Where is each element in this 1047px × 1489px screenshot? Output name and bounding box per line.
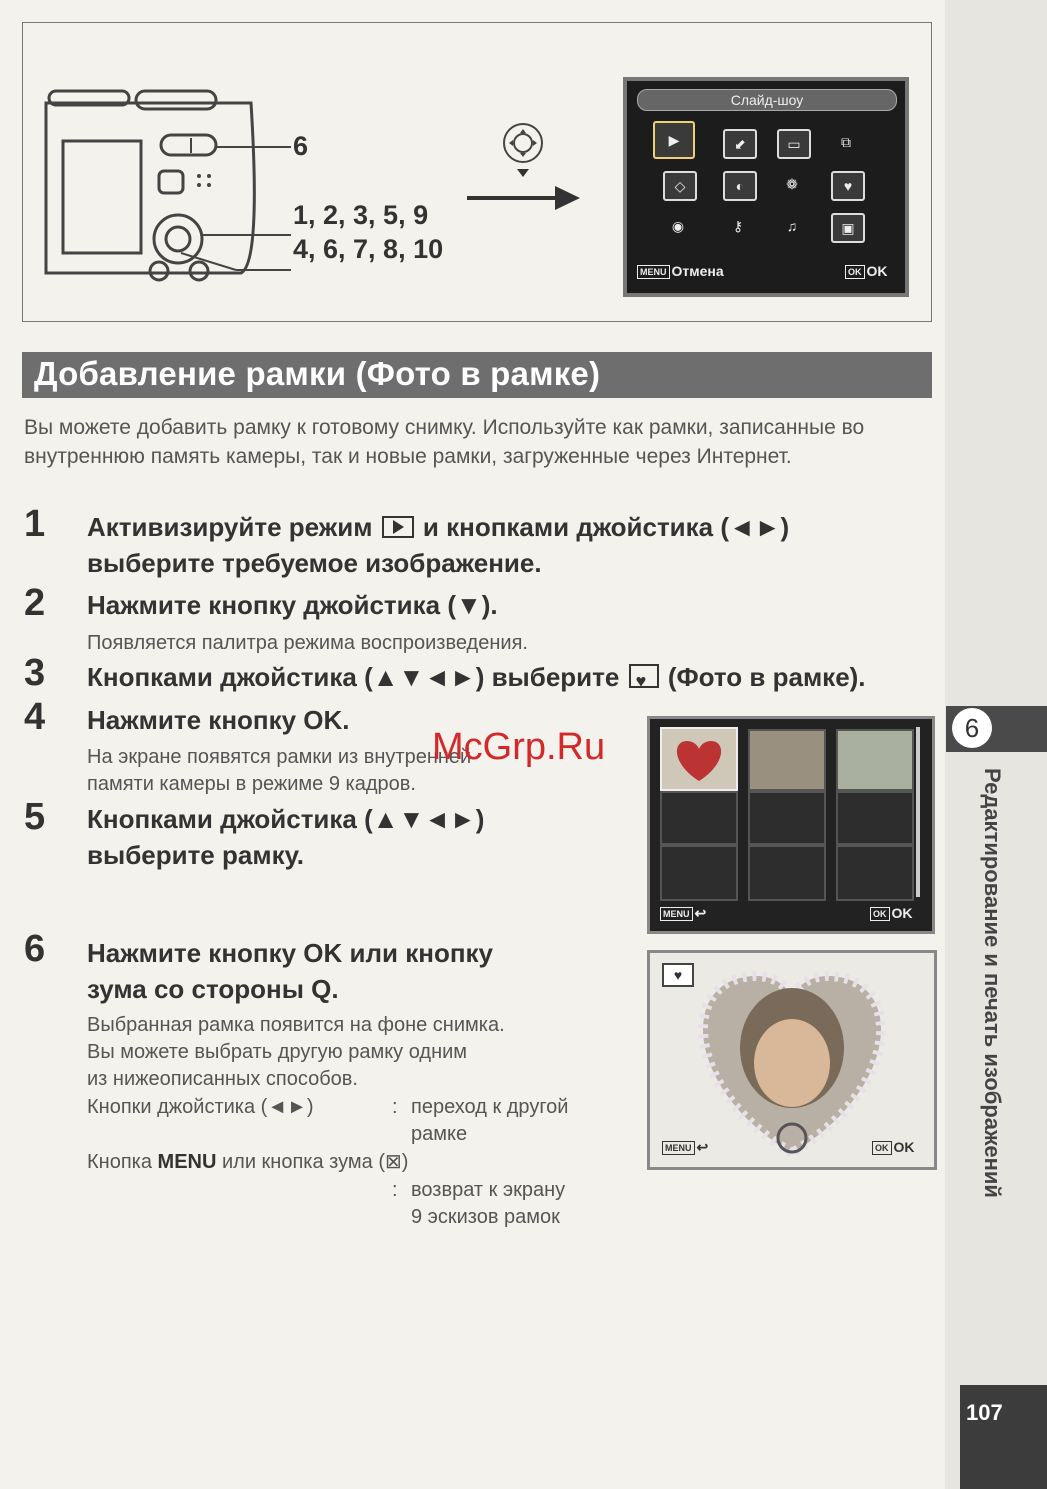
zoom-button-steps: 6 <box>293 131 309 161</box>
dpof-icon: ♫ <box>786 218 798 234</box>
step-6-line2: зума со стороны Q. <box>87 974 339 1004</box>
frame-empty-thumb <box>836 791 914 845</box>
back-arrow-icon: ↩ <box>696 1139 709 1155</box>
step-4-text: Нажмите кнопку OK. <box>87 705 350 735</box>
frame-empty-thumb <box>660 845 738 901</box>
digital-filter-icon: ❁ <box>786 175 798 192</box>
image-copy-icon: ⧉ <box>841 133 851 150</box>
color-filter-icon: ◐ <box>723 171 757 201</box>
playback-palette-screen <box>623 77 909 297</box>
menu-key-icon: MENU <box>637 265 670 279</box>
photo-back <box>662 1139 708 1156</box>
frame-heart-thumb <box>660 727 738 791</box>
step-6-note-1: Выбранная рамка появится на фоне снимка. <box>87 1014 505 1036</box>
slideshow-icon: ▶ <box>653 121 695 159</box>
option-2-label <box>87 1149 408 1176</box>
trimming-icon: ▭ <box>777 129 811 159</box>
arrow-right-icon <box>467 183 582 213</box>
step-4-number: 4 <box>24 696 46 738</box>
framed-photo-screen <box>647 950 937 1170</box>
option-1-label: Кнопки джойстика (◄►) <box>87 1096 314 1118</box>
cancel-label: Отмена <box>671 263 724 279</box>
menu-key-icon: MENU <box>660 907 693 921</box>
option-1-desc-2: рамке <box>411 1123 468 1145</box>
step-4-note-2: памяти камеры в режиме 9 кадров. <box>87 773 416 795</box>
chapter-title: Редактирование и печать изображений <box>980 768 1005 1198</box>
back-arrow-icon: ↩ <box>694 905 707 921</box>
ok-key-icon: OK <box>872 1141 892 1155</box>
step-2-number: 2 <box>24 582 46 624</box>
resize-icon: ⬋ <box>723 129 757 159</box>
ok-label: OK <box>866 263 888 279</box>
frames-thumbnail-screen <box>647 716 935 934</box>
photo-ok <box>872 1139 915 1155</box>
chapter-number: 6 <box>952 708 992 748</box>
step-3-number: 3 <box>24 652 46 694</box>
step-4-note-1: На экране появятся рамки из внутренней <box>87 746 472 768</box>
step-2-note: Появляется палитра режима воспроизведения. <box>87 632 528 654</box>
step-2-text: Нажмите кнопку джойстика (▼). <box>87 590 498 620</box>
camera-figure <box>22 22 932 322</box>
watermark: McGrp.Ru <box>432 726 606 768</box>
option-2-label-a: Кнопка <box>87 1151 152 1173</box>
ok-key-icon: OK <box>845 265 865 279</box>
step-1-line2: выберите требуемое изображение. <box>87 548 542 578</box>
step-1-text-a: Активизируйте режим <box>87 512 373 542</box>
joystick-steps-b: 4, 6, 7, 8, 10 <box>293 234 444 264</box>
step-1-text-b: и кнопками джойстика (◄►) <box>422 512 790 542</box>
option-1-desc-1: переход к другой <box>411 1096 569 1118</box>
step-5-line2: выберите рамку. <box>87 840 304 870</box>
section-title: Добавление рамки (Фото в рамке) <box>34 355 601 392</box>
step-3-text-a: Кнопками джойстика (▲▼◄►) выберите <box>87 662 620 692</box>
frame-empty-thumb <box>748 845 826 901</box>
playback-mode-icon <box>382 516 414 538</box>
step-1-number: 1 <box>24 503 46 545</box>
frame-empty-thumb <box>660 791 738 845</box>
option-1-separator: : <box>392 1096 398 1118</box>
frame-flowers-thumb <box>748 729 826 791</box>
red-eye-icon: ◉ <box>671 217 685 234</box>
ok-label: OK <box>891 905 913 921</box>
option-2-label-c: или кнопка зума (⊠) <box>221 1151 409 1173</box>
frames-ok <box>870 905 913 921</box>
step-6-note-2: Вы можете выбрать другую рамку одним <box>87 1041 468 1063</box>
frames-back <box>660 905 706 922</box>
option-2-menu-key: MENU <box>157 1151 217 1173</box>
heart-frame-icon <box>662 729 736 789</box>
scrollbar <box>916 727 920 897</box>
frame-empty-thumb <box>836 845 914 901</box>
step-3-text <box>87 659 866 695</box>
ok-label: OK <box>893 1139 915 1155</box>
frame-composite-icon: ♥ <box>831 171 865 201</box>
step-6-note-3: из нижеописанных способов. <box>87 1068 358 1090</box>
menu-key-icon: MENU <box>662 1141 695 1155</box>
section-intro: Вы можете добавить рамку к готовому снимку. Используйте как рамки, записанные во внутреннюю память камеры, так и новые рамки, загруженные через Интернет. <box>24 416 865 468</box>
step-6-line1: Нажмите кнопку OK или кнопку <box>87 938 494 968</box>
joystick-down-icon <box>498 121 548 181</box>
option-2-separator: : <box>392 1179 398 1201</box>
protect-icon: ⚷ <box>732 217 744 234</box>
step-1-line1 <box>87 509 789 545</box>
joystick-steps-a: 1, 2, 3, 5, 9 <box>293 200 429 230</box>
frame-cartoon-thumb <box>836 729 914 791</box>
ok-key-icon: OK <box>870 907 890 921</box>
step-5-line1: Кнопками джойстика (▲▼◄►) <box>87 804 485 834</box>
palette-title: Слайд-шоу <box>637 89 897 111</box>
option-2-desc-1: возврат к экрану <box>411 1179 566 1201</box>
frame-mode-icon: ♥ <box>662 963 694 987</box>
step-6-number: 6 <box>24 928 46 970</box>
start-screen-icon: ▣ <box>831 213 865 243</box>
rotate-icon: ◇ <box>663 171 697 201</box>
camera-back-illustration <box>41 83 311 283</box>
frame-empty-thumb <box>748 791 826 845</box>
page-number: 107 <box>966 1400 1003 1425</box>
step-3-text-b: (Фото в рамке). <box>667 662 866 692</box>
option-2-desc-2: 9 эскизов рамок <box>411 1206 560 1228</box>
step-5-number: 5 <box>24 796 46 838</box>
palette-ok <box>845 263 888 279</box>
frame-composite-small-icon: ♥ <box>629 664 659 688</box>
palette-cancel <box>637 263 724 279</box>
